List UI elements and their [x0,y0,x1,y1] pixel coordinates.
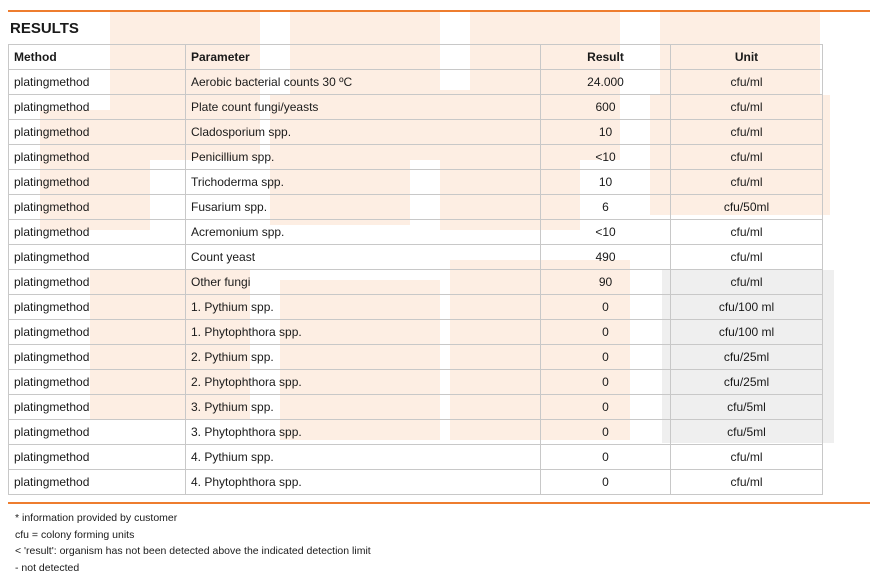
parameter-cell: Count yeast [186,245,541,270]
result-cell: 0 [541,370,671,395]
result-cell: 0 [541,470,671,495]
unit-cell: cfu/100 ml [671,320,823,345]
top-divider [8,10,870,12]
column-header-unit: Unit [671,45,823,70]
footnote: * information provided by customer [15,512,178,524]
bottom-divider [8,502,870,504]
result-cell: <10 [541,145,671,170]
table-row [9,345,823,370]
table-row [9,145,823,170]
parameter-cell: Plate count fungi/yeasts [186,95,541,120]
column-header-method: Method [9,45,186,70]
table-row [9,370,823,395]
table-row [9,320,823,345]
method-cell: platingmethod [9,220,186,245]
table-row [9,220,823,245]
parameter-cell: 1. Pythium spp. [186,295,541,320]
parameter-cell: 3. Pythium spp. [186,395,541,420]
result-cell: 0 [541,295,671,320]
table-row [9,195,823,220]
unit-cell: cfu/ml [671,220,823,245]
unit-cell: cfu/5ml [671,420,823,445]
footnote: - not detected [15,561,80,574]
result-cell: 0 [541,345,671,370]
footnote: < 'result': organism has not been detected above the indicated detection limit [15,545,371,557]
table-row [9,420,823,445]
method-cell: platingmethod [9,270,186,295]
unit-cell: cfu/ml [671,270,823,295]
method-cell: platingmethod [9,70,186,95]
unit-cell: cfu/ml [671,145,823,170]
result-cell: 10 [541,120,671,145]
method-cell: platingmethod [9,245,186,270]
parameter-cell: 4. Phytophthora spp. [186,470,541,495]
unit-cell: cfu/25ml [671,370,823,395]
unit-cell: cfu/ml [671,445,823,470]
table-row [9,170,823,195]
method-cell: platingmethod [9,470,186,495]
method-cell: platingmethod [9,120,186,145]
unit-cell: cfu/ml [671,70,823,95]
parameter-cell: Fusarium spp. [186,195,541,220]
table-header-row [9,45,823,70]
unit-cell: cfu/5ml [671,395,823,420]
section-title: RESULTS [10,20,79,37]
table-row [9,295,823,320]
method-cell: platingmethod [9,295,186,320]
table-row [9,70,823,95]
method-cell: platingmethod [9,195,186,220]
result-cell: 24.000 [541,70,671,95]
table-row [9,245,823,270]
method-cell: platingmethod [9,420,186,445]
result-cell: 0 [541,445,671,470]
result-cell: 6 [541,195,671,220]
unit-cell: cfu/50ml [671,195,823,220]
parameter-cell: 4. Pythium spp. [186,445,541,470]
unit-cell: cfu/ml [671,245,823,270]
method-cell: platingmethod [9,320,186,345]
method-cell: platingmethod [9,445,186,470]
result-cell: 0 [541,320,671,345]
result-cell: 0 [541,395,671,420]
parameter-cell: Cladosporium spp. [186,120,541,145]
table-row [9,445,823,470]
method-cell: platingmethod [9,370,186,395]
result-cell: 10 [541,170,671,195]
method-cell: platingmethod [9,145,186,170]
parameter-cell: Trichoderma spp. [186,170,541,195]
parameter-cell: Aerobic bacterial counts 30 ºC [186,70,541,95]
result-cell: <10 [541,220,671,245]
footnotes [15,510,371,576]
table-row [9,95,823,120]
parameter-cell: Other fungi [186,270,541,295]
table-row [9,470,823,495]
result-cell: 490 [541,245,671,270]
method-cell: platingmethod [9,345,186,370]
parameter-cell: 2. Phytophthora spp. [186,370,541,395]
result-cell: 90 [541,270,671,295]
table-row [9,270,823,295]
unit-cell: cfu/100 ml [671,295,823,320]
footnote: cfu = colony forming units [15,528,135,541]
unit-cell: cfu/ml [671,470,823,495]
parameter-cell: Acremonium spp. [186,220,541,245]
table-row [9,395,823,420]
column-header-parameter: Parameter [186,45,541,70]
method-cell: platingmethod [9,95,186,120]
unit-cell: cfu/ml [671,95,823,120]
results-table [8,44,823,495]
result-cell: 600 [541,95,671,120]
unit-cell: cfu/25ml [671,345,823,370]
unit-cell: cfu/ml [671,120,823,145]
table-row [9,120,823,145]
parameter-cell: 2. Pythium spp. [186,345,541,370]
column-header-result: Result [541,45,671,70]
parameter-cell: Penicillium spp. [186,145,541,170]
result-cell: 0 [541,420,671,445]
unit-cell: cfu/ml [671,170,823,195]
parameter-cell: 1. Phytophthora spp. [186,320,541,345]
method-cell: platingmethod [9,170,186,195]
parameter-cell: 3. Phytophthora spp. [186,420,541,445]
method-cell: platingmethod [9,395,186,420]
